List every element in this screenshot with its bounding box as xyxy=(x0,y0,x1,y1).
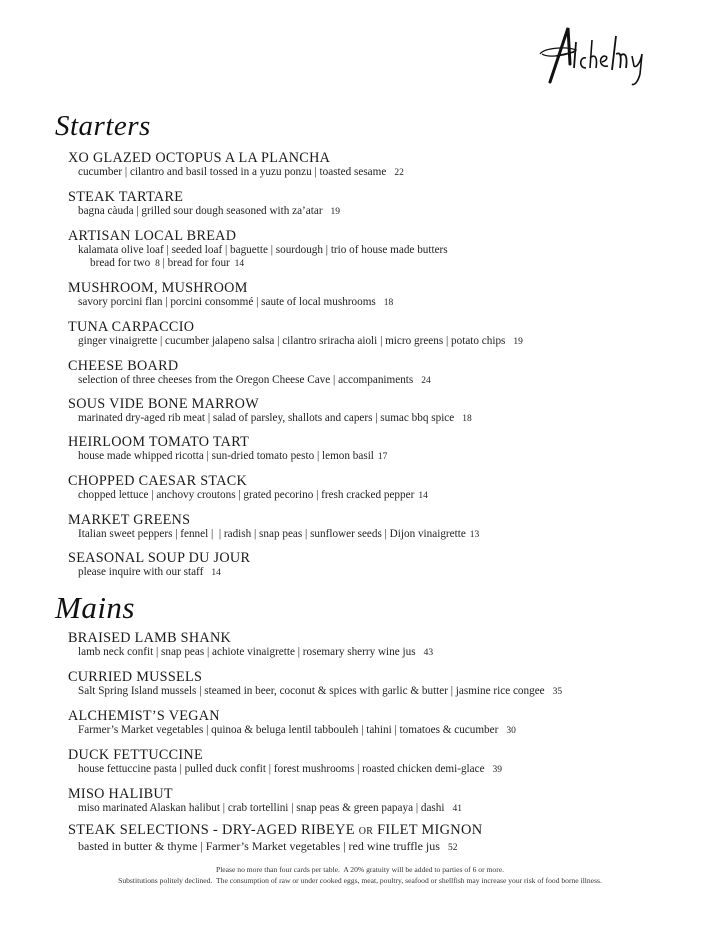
section-title-mains: Mains xyxy=(55,590,135,625)
item-description: bagna càuda | grilled sour dough seasoned with za’atar 19 xyxy=(78,205,341,217)
item-description: chopped lettuce | anchovy croutons | grated pecorino | fresh cracked pepper 14 xyxy=(78,489,428,501)
item-name: MUSHROOM, MUSHROOM xyxy=(68,280,248,296)
menu-item xyxy=(68,434,387,464)
item-description: Farmer’s Market vegetables | quinoa & beluga lentil tabbouleh | tahini | tomatoes & cucumber 30 xyxy=(78,724,516,736)
item-price: 52 xyxy=(447,843,458,853)
menu-item xyxy=(68,669,562,699)
item-price: 8 xyxy=(155,259,160,269)
menu-item xyxy=(68,512,479,542)
menu-item xyxy=(68,822,482,855)
menu-item xyxy=(68,550,250,580)
item-price: 30 xyxy=(506,726,516,736)
item-description: cucumber | cilantro and basil tossed in a yuzu ponzu | toasted sesame 22 xyxy=(78,166,404,178)
item-description: savory porcini flan | porcini consommé | saute of local mushrooms 18 xyxy=(78,296,394,308)
item-name: CHEESE BOARD xyxy=(68,358,179,374)
item-price: 35 xyxy=(552,687,563,697)
item-price: 18 xyxy=(383,298,394,308)
item-name: MARKET GREENS xyxy=(68,512,191,528)
item-description: lamb neck confit | snap peas | achiote vinaigrette | rosemary sherry wine jus 43 xyxy=(78,646,434,658)
menu-item xyxy=(68,280,393,310)
item-description: Italian sweet peppers | fennel | | radish | snap peas | sunflower seeds | Dijon vinaigrette 13 xyxy=(78,528,480,540)
item-name: ARTISAN LOCAL BREAD xyxy=(68,228,237,244)
footer-disclaimer-line: Substitutions politely declined. The consumption of raw or under cooked eggs, meat, poultry, seafood or shellfish may increase your risk of food borne illness. xyxy=(118,876,602,885)
item-price: 14 xyxy=(418,491,428,501)
menu-item xyxy=(68,473,428,503)
menu-item xyxy=(68,396,472,426)
menu-item xyxy=(68,708,516,738)
item-name: STEAK TARTARE xyxy=(68,189,184,205)
item-description: house made whipped ricotta | sun-dried tomato pesto | lemon basil 17 xyxy=(78,450,388,462)
item-price: 41 xyxy=(452,804,462,814)
item-name: CHOPPED CAESAR STACK xyxy=(68,473,248,489)
item-description: basted in butter & thyme | Farmer’s Market vegetables | red wine truffle jus 52 xyxy=(78,839,458,853)
menu-footer xyxy=(0,864,720,886)
menu-item xyxy=(68,228,448,271)
menu-item xyxy=(68,319,523,349)
item-name: TUNA CARPACCIO xyxy=(68,319,195,335)
restaurant-logo xyxy=(536,24,666,94)
menu-item xyxy=(68,358,431,388)
alchemy-script-logo-icon xyxy=(536,24,666,94)
item-options: bread for two 8 | bread for four 14 xyxy=(90,257,245,269)
item-price: 17 xyxy=(377,452,388,462)
item-price: 22 xyxy=(394,168,404,178)
item-price: 18 xyxy=(462,414,472,424)
menu-item xyxy=(68,747,502,777)
menu-item xyxy=(68,189,340,219)
section-title-starters: Starters xyxy=(55,110,151,142)
footer-policy-line: Please no more than four cards per table. A 20% gratuity will be added to parties of 6 or more. xyxy=(215,865,505,874)
item-description: house fettuccine pasta | pulled duck confit | forest mushrooms | roasted chicken demi-glace 39 xyxy=(78,763,503,775)
item-price: 39 xyxy=(492,765,503,775)
item-price: 14 xyxy=(211,568,221,578)
item-name: BRAISED LAMB SHANK xyxy=(68,630,232,646)
item-name: DUCK FETTUCCINE xyxy=(68,747,203,763)
menu-item xyxy=(68,630,433,660)
item-price: 24 xyxy=(421,376,431,386)
item-name: XO GLAZED OCTOPUS A LA PLANCHA xyxy=(68,150,331,166)
item-name: SEASONAL SOUP DU JOUR xyxy=(68,550,251,566)
item-price: 13 xyxy=(469,530,480,540)
menu-item xyxy=(68,786,462,816)
item-description: marinated dry-aged rib meat | salad of parsley, shallots and capers | sumac bbq spice 18 xyxy=(78,412,472,424)
item-price: 19 xyxy=(513,337,523,347)
item-description: miso marinated Alaskan halibut | crab tortellini | snap peas & green papaya | dashi 41 xyxy=(78,802,462,814)
item-description: Salt Spring Island mussels | steamed in beer, coconut & spices with garlic & butter | jasmine rice congee 35 xyxy=(78,685,563,697)
item-description: selection of three cheeses from the Oregon Cheese Cave | accompaniments 24 xyxy=(78,374,431,386)
item-price: 19 xyxy=(330,207,341,217)
item-description: please inquire with our staff 14 xyxy=(78,566,221,578)
menu-item xyxy=(68,150,404,180)
item-description: kalamata olive loaf | seeded loaf | baguette | sourdough | trio of house made butters xyxy=(78,244,448,256)
item-price: 43 xyxy=(423,648,434,658)
item-price: 14 xyxy=(234,259,245,269)
item-name: ALCHEMIST’S VEGAN xyxy=(68,708,220,724)
item-name: MISO HALIBUT xyxy=(68,786,173,802)
item-name: HEIRLOOM TOMATO TART xyxy=(68,434,250,450)
item-name: CURRIED MUSSELS xyxy=(68,669,203,685)
item-name: STEAK SELECTIONS - DRY-AGED RIBEYE OR FILET MIGNON xyxy=(68,822,483,838)
item-name: SOUS VIDE BONE MARROW xyxy=(68,396,259,412)
item-description: ginger vinaigrette | cucumber jalapeno salsa | cilantro sriracha aioli | micro greens | potato chips 19 xyxy=(78,335,523,347)
